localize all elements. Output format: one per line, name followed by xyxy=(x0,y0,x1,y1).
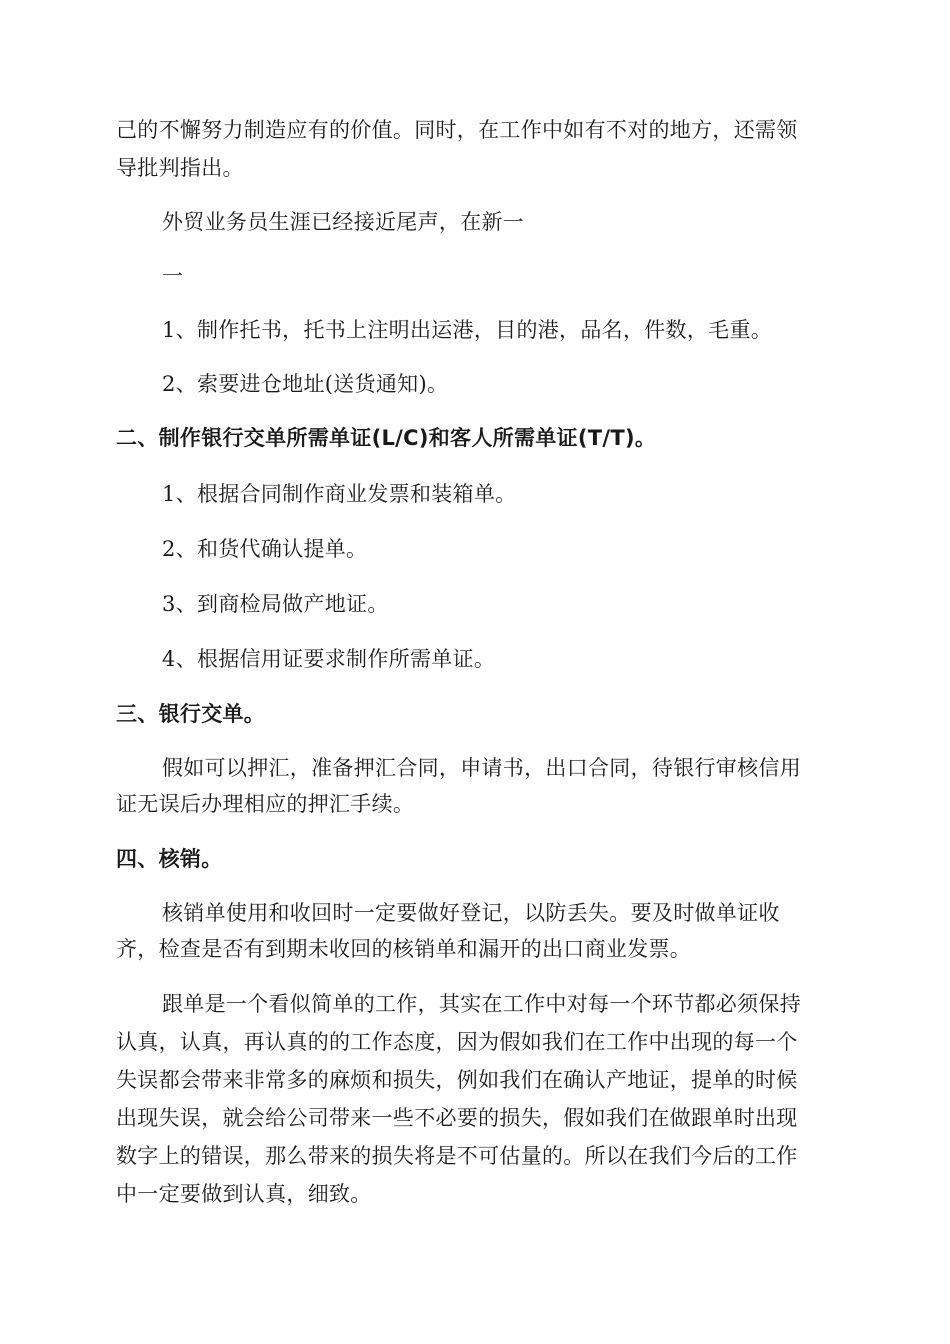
section-heading: 三、银行交单。 xyxy=(116,702,266,726)
paragraph-line: 核销单使用和收回时一定要做好登记，以防丢失。要及时做单证收 xyxy=(162,901,780,925)
list-item: 2、索要进仓地址(送货通知)。 xyxy=(162,372,449,396)
paragraph-line: 齐，检查是否有到期未收回的核销单和漏开的出口商业发票。 xyxy=(116,937,692,961)
paragraph-line: 导批判指出。 xyxy=(116,156,244,180)
paragraph-line: 数字上的错误，那么带来的损失将是不可估量的。所以在我们今后的工作 xyxy=(116,1144,798,1168)
list-item: 1、制作托书，托书上注明出运港，目的港，品名，件数，毛重。 xyxy=(162,318,773,342)
paragraph-line: 跟单是一个看似简单的工作，其实在工作中对每一个环节都必须保持 xyxy=(162,992,801,1016)
paragraph-line: 失误都会带来非常多的麻烦和损失，例如我们在确认产地证，提单的时候 xyxy=(116,1068,798,1092)
paragraph-line: 认真，认真，再认真的的工作态度，因为假如我们在工作中出现的每一个 xyxy=(116,1030,798,1054)
list-item: 1、根据合同制作商业发票和装箱单。 xyxy=(162,482,517,506)
section-heading: 二、制作银行交单所需单证(L/C)和客人所需单证(T/T)。 xyxy=(116,426,657,450)
paragraph-line: 外贸业务员生涯已经接近尾声，在新一 xyxy=(162,210,525,234)
section-heading: 四、核销。 xyxy=(116,847,223,871)
paragraph-line: 中一定要做到认真，细致。 xyxy=(116,1182,372,1206)
paragraph-line: 己的不懈努力制造应有的价值。同时，在工作中如有不对的地方，还需领 xyxy=(116,118,798,142)
paragraph-line: 出现失误，就会给公司带来一些不必要的损失，假如我们在做跟单时出现 xyxy=(116,1106,798,1130)
list-item: 2、和货代确认提单。 xyxy=(162,537,368,561)
paragraph-line: 证无误后办理相应的押汇手续。 xyxy=(116,792,415,816)
list-item: 3、到商检局做产地证。 xyxy=(162,592,389,616)
paragraph-line: 假如可以押汇，准备押汇合同，申请书，出口合同，待银行审核信用 xyxy=(162,756,801,780)
paragraph-line: 一 xyxy=(162,264,184,288)
list-item: 4、根据信用证要求制作所需单证。 xyxy=(162,647,496,671)
